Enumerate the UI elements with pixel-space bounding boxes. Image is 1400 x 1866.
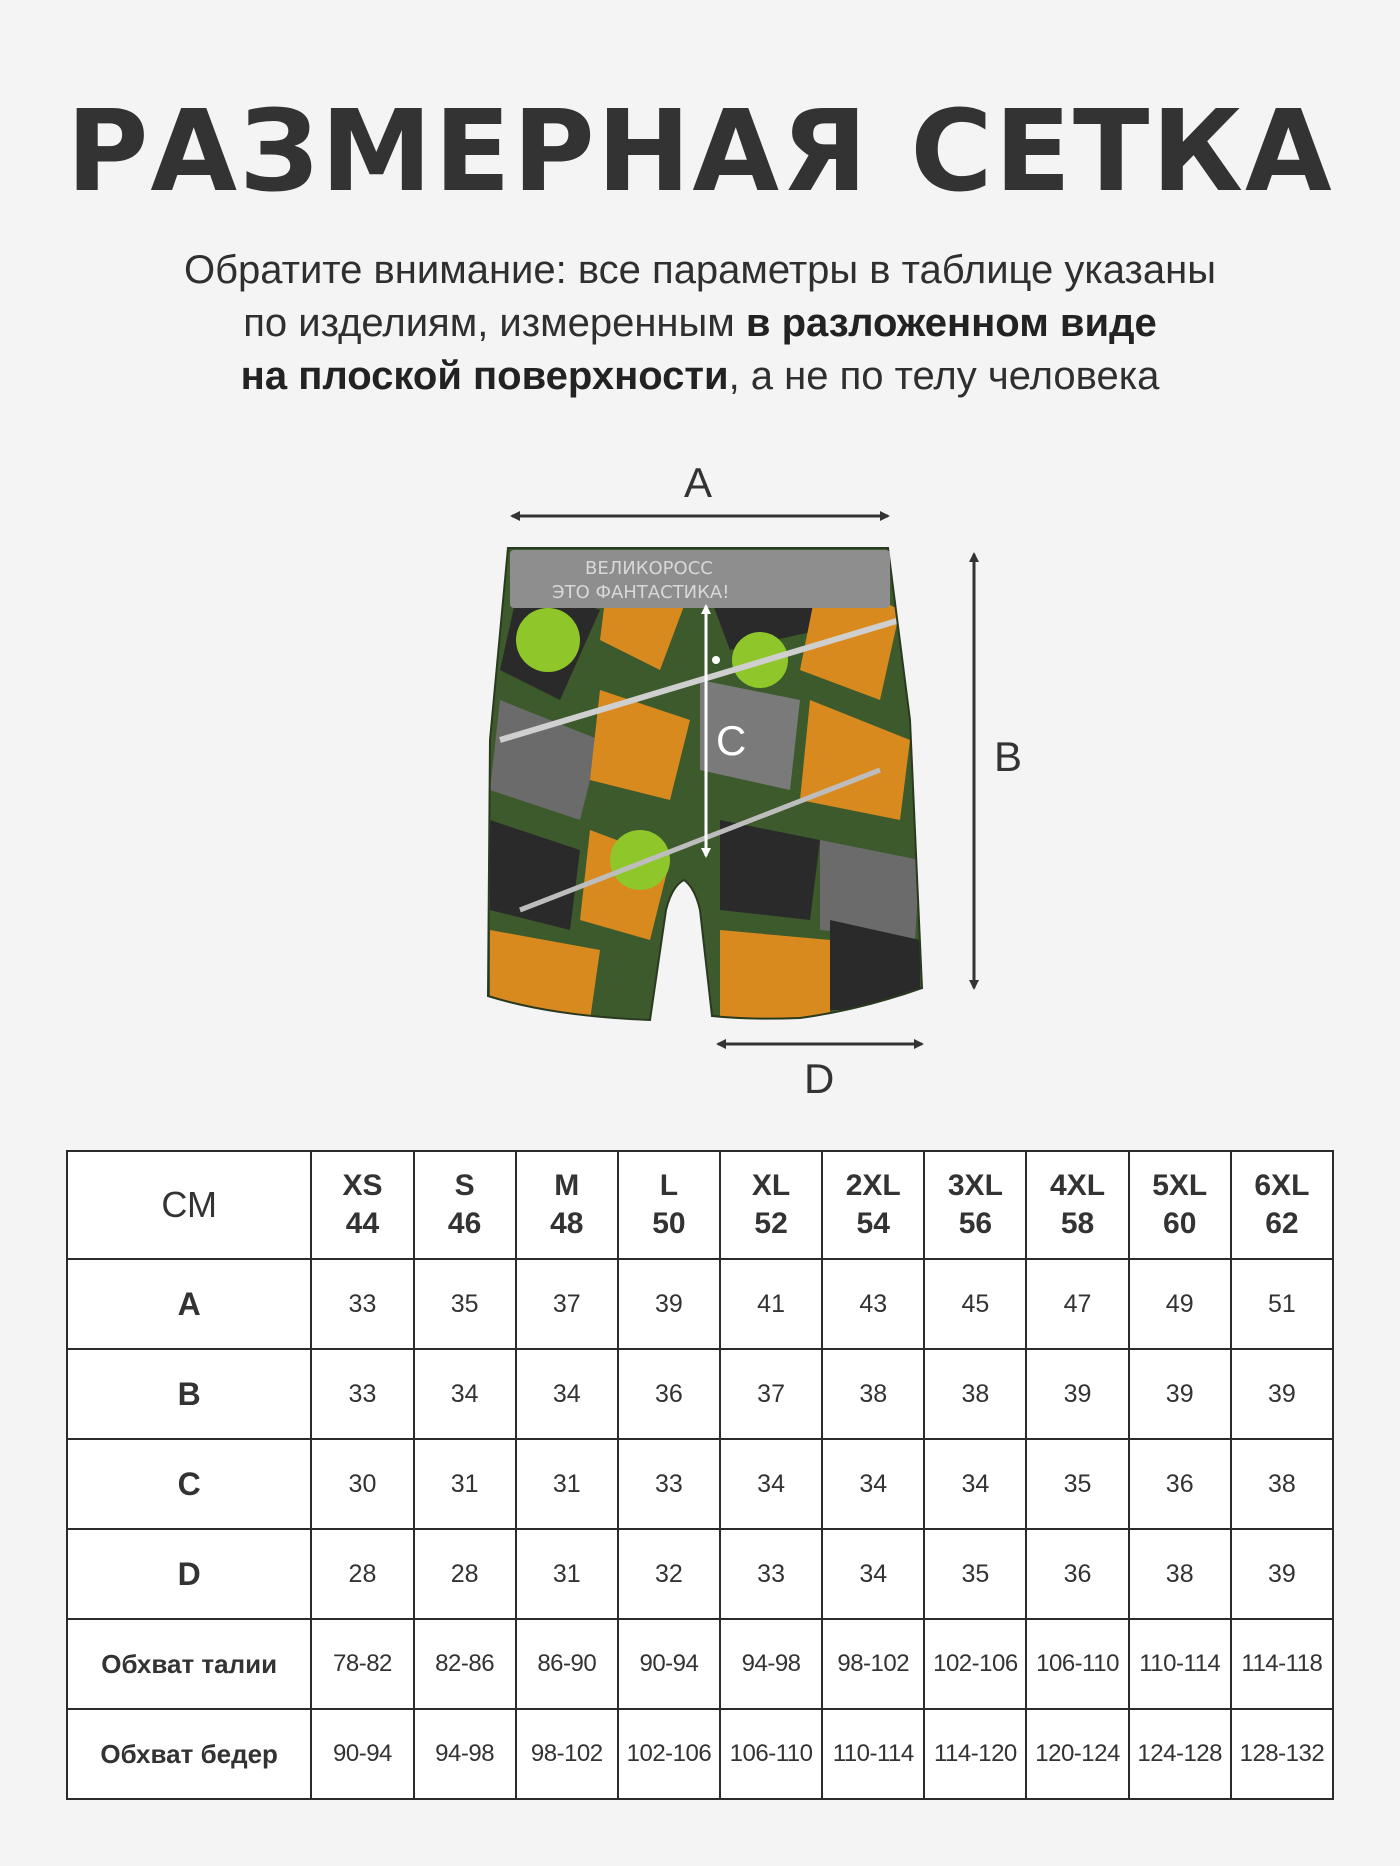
table-cell: 31 bbox=[516, 1529, 618, 1619]
size-number: 54 bbox=[856, 1207, 890, 1240]
table-cell: 106-110 bbox=[720, 1709, 822, 1799]
table-cell: 98-102 bbox=[516, 1709, 618, 1799]
subtitle-note bbox=[0, 244, 1400, 403]
size-letter: 4XL bbox=[1050, 1169, 1106, 1202]
table-cell: 36 bbox=[1026, 1529, 1128, 1619]
table-cell: 28 bbox=[414, 1529, 516, 1619]
table-cell: 114-118 bbox=[1231, 1619, 1333, 1709]
table-cell: 102-106 bbox=[618, 1709, 720, 1799]
table-cell: 31 bbox=[516, 1439, 618, 1529]
label-b: B bbox=[994, 733, 1023, 780]
size-column-header bbox=[1026, 1151, 1128, 1259]
size-number: 58 bbox=[1060, 1207, 1095, 1240]
table-cell: 34 bbox=[822, 1439, 924, 1529]
size-column-header bbox=[924, 1151, 1026, 1259]
subtitle-line-2-bold: в разложенном виде bbox=[745, 301, 1157, 345]
table-cell: 82-86 bbox=[414, 1619, 516, 1709]
table-cell: 33 bbox=[618, 1439, 720, 1529]
table-cell: 110-114 bbox=[822, 1709, 924, 1799]
table-cell: 30 bbox=[311, 1439, 413, 1529]
table-cell: 47 bbox=[1026, 1259, 1128, 1349]
size-letter: XL bbox=[751, 1169, 791, 1202]
row-label-c: C bbox=[67, 1439, 311, 1529]
size-number: 62 bbox=[1265, 1207, 1299, 1240]
table-cell: 110-114 bbox=[1129, 1619, 1231, 1709]
table-cell: 45 bbox=[924, 1259, 1026, 1349]
table-cell: 124-128 bbox=[1129, 1709, 1231, 1799]
table-cell: 32 bbox=[618, 1529, 720, 1619]
table-cell: 37 bbox=[516, 1259, 618, 1349]
size-letter: M bbox=[554, 1169, 580, 1202]
size-number: 52 bbox=[754, 1207, 788, 1240]
table-cell: 38 bbox=[822, 1349, 924, 1439]
size-letter: 3XL bbox=[947, 1169, 1003, 1202]
size-letter: XS bbox=[342, 1169, 383, 1202]
subtitle-line-3-bold: на плоской поверхности bbox=[240, 354, 729, 398]
subtitle-line-3-plain: , а не по телу человека bbox=[728, 354, 1160, 398]
table-cell: 39 bbox=[1231, 1529, 1333, 1619]
table-cell: 38 bbox=[1129, 1529, 1231, 1619]
table-cell: 86-90 bbox=[516, 1619, 618, 1709]
subtitle-line-2 bbox=[0, 297, 1400, 350]
size-column-header bbox=[516, 1151, 618, 1259]
table-cell: 120-124 bbox=[1026, 1709, 1128, 1799]
size-letter: L bbox=[659, 1169, 679, 1202]
table-cell: 106-110 bbox=[1026, 1619, 1128, 1709]
table-row bbox=[67, 1259, 1333, 1349]
table-cell: 41 bbox=[720, 1259, 822, 1349]
table-cell: 34 bbox=[516, 1349, 618, 1439]
waistband-text-top: ВЕЛИКОРОСС bbox=[585, 558, 713, 579]
table-cell: 78-82 bbox=[311, 1619, 413, 1709]
table-cell: 39 bbox=[618, 1259, 720, 1349]
shorts-body bbox=[480, 540, 940, 1030]
table-cell: 38 bbox=[924, 1349, 1026, 1439]
table-cell: 51 bbox=[1231, 1259, 1333, 1349]
table-cell: 35 bbox=[924, 1529, 1026, 1619]
size-column-header bbox=[720, 1151, 822, 1259]
size-number: 46 bbox=[447, 1207, 482, 1240]
table-cell: 35 bbox=[1026, 1439, 1128, 1529]
table-cell: 34 bbox=[822, 1529, 924, 1619]
table-cell: 33 bbox=[311, 1349, 413, 1439]
table-cell: 38 bbox=[1231, 1439, 1333, 1529]
subtitle-line-2-plain: по изделиям, измеренным bbox=[243, 301, 746, 345]
page-title: РАЗМЕРНАЯ СЕТКА bbox=[66, 87, 1334, 217]
row-label-d: D bbox=[67, 1529, 311, 1619]
size-column-header bbox=[822, 1151, 924, 1259]
table-cell: 94-98 bbox=[720, 1619, 822, 1709]
size-table bbox=[66, 1150, 1334, 1800]
table-cell: 36 bbox=[1129, 1439, 1231, 1529]
table-cell: 128-132 bbox=[1231, 1709, 1333, 1799]
table-header-row bbox=[67, 1151, 1333, 1259]
label-c: C bbox=[716, 717, 747, 764]
table-cell: 36 bbox=[618, 1349, 720, 1439]
size-number: 56 bbox=[958, 1207, 993, 1240]
table-cell: 43 bbox=[822, 1259, 924, 1349]
table-cell: 90-94 bbox=[618, 1619, 720, 1709]
row-label-a: A bbox=[67, 1259, 311, 1349]
table-cell: 34 bbox=[924, 1439, 1026, 1529]
table-cell: 39 bbox=[1129, 1349, 1231, 1439]
table-row bbox=[67, 1529, 1333, 1619]
row-label-hips: Обхват бедер bbox=[67, 1709, 311, 1799]
table-row bbox=[67, 1709, 1333, 1799]
label-d: D bbox=[804, 1055, 835, 1102]
table-cell: 37 bbox=[720, 1349, 822, 1439]
table-cell: 49 bbox=[1129, 1259, 1231, 1349]
subtitle-line-3 bbox=[0, 350, 1400, 403]
row-label-b: B bbox=[67, 1349, 311, 1439]
table-row bbox=[67, 1349, 1333, 1439]
table-cell: 90-94 bbox=[311, 1709, 413, 1799]
table-cell: 28 bbox=[311, 1529, 413, 1619]
table-cell: 34 bbox=[414, 1349, 516, 1439]
table-row bbox=[67, 1619, 1333, 1709]
table-cell: 35 bbox=[414, 1259, 516, 1349]
table-cell: 94-98 bbox=[414, 1709, 516, 1799]
subtitle-line-1: Обратите внимание: все параметры в таблице указаны bbox=[184, 248, 1216, 292]
table-cell: 33 bbox=[720, 1529, 822, 1619]
table-cell: 33 bbox=[311, 1259, 413, 1349]
size-column-header bbox=[1231, 1151, 1333, 1259]
size-letter: 6XL bbox=[1254, 1169, 1310, 1202]
size-column-header bbox=[1129, 1151, 1231, 1259]
table-cell: 98-102 bbox=[822, 1619, 924, 1709]
table-cell: 102-106 bbox=[924, 1619, 1026, 1709]
size-number: 44 bbox=[345, 1207, 380, 1240]
size-number: 48 bbox=[550, 1207, 584, 1240]
table-cell: 31 bbox=[414, 1439, 516, 1529]
table-cell: 39 bbox=[1026, 1349, 1128, 1439]
table-cell: 39 bbox=[1231, 1349, 1333, 1439]
table-cell: 34 bbox=[720, 1439, 822, 1529]
measurement-diagram bbox=[0, 440, 1400, 1120]
size-number: 50 bbox=[652, 1207, 686, 1240]
table-corner-unit: СМ bbox=[67, 1151, 311, 1259]
label-a: A bbox=[684, 459, 713, 506]
size-column-header bbox=[618, 1151, 720, 1259]
shorts-illustration bbox=[0, 440, 1400, 1120]
size-letter: 2XL bbox=[845, 1169, 901, 1202]
row-label-waist: Обхват талии bbox=[67, 1619, 311, 1709]
size-column-header bbox=[311, 1151, 413, 1259]
table-cell: 114-120 bbox=[924, 1709, 1026, 1799]
size-letter: S bbox=[454, 1169, 475, 1202]
size-letter: 5XL bbox=[1152, 1169, 1208, 1202]
size-column-header bbox=[414, 1151, 516, 1259]
table-row bbox=[67, 1439, 1333, 1529]
waistband-text-bottom: ЭТО ФАНТАСТИКА! bbox=[552, 582, 730, 603]
size-number: 60 bbox=[1163, 1207, 1197, 1240]
